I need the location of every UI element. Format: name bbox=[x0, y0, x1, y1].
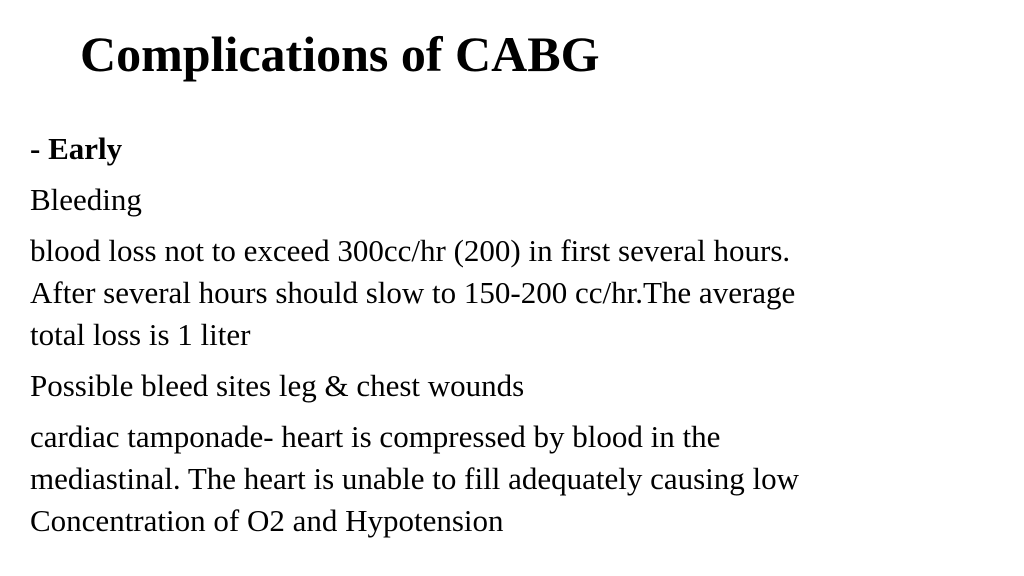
text-line: Concentration of O2 and Hypotension bbox=[30, 503, 504, 538]
bullet-blood-loss bbox=[30, 230, 1005, 356]
text-line: blood loss not to exceed 300cc/hr (200) in first several hours. bbox=[30, 233, 791, 268]
text-line: - Early bbox=[30, 131, 123, 166]
text-line: Possible bleed sites leg & chest wounds bbox=[30, 368, 525, 403]
text-line: After several hours should slow to 150-200 cc/hr.The average bbox=[30, 275, 796, 310]
text-line: total loss is 1 liter bbox=[30, 317, 251, 352]
section-heading-early bbox=[30, 128, 1005, 170]
slide-title: Complications of CABG bbox=[80, 26, 600, 82]
text-line: mediastinal. The heart is unable to fill adequately causing low bbox=[30, 461, 800, 496]
bullet-bleed-sites bbox=[30, 365, 1005, 407]
text-line: cardiac tamponade- heart is compressed by blood in the bbox=[30, 419, 721, 454]
bullet-cardiac-tamponade bbox=[30, 416, 1005, 542]
text-line: Bleeding bbox=[30, 182, 142, 217]
bullet-bleeding bbox=[30, 179, 1005, 221]
slide-body bbox=[30, 128, 1005, 551]
